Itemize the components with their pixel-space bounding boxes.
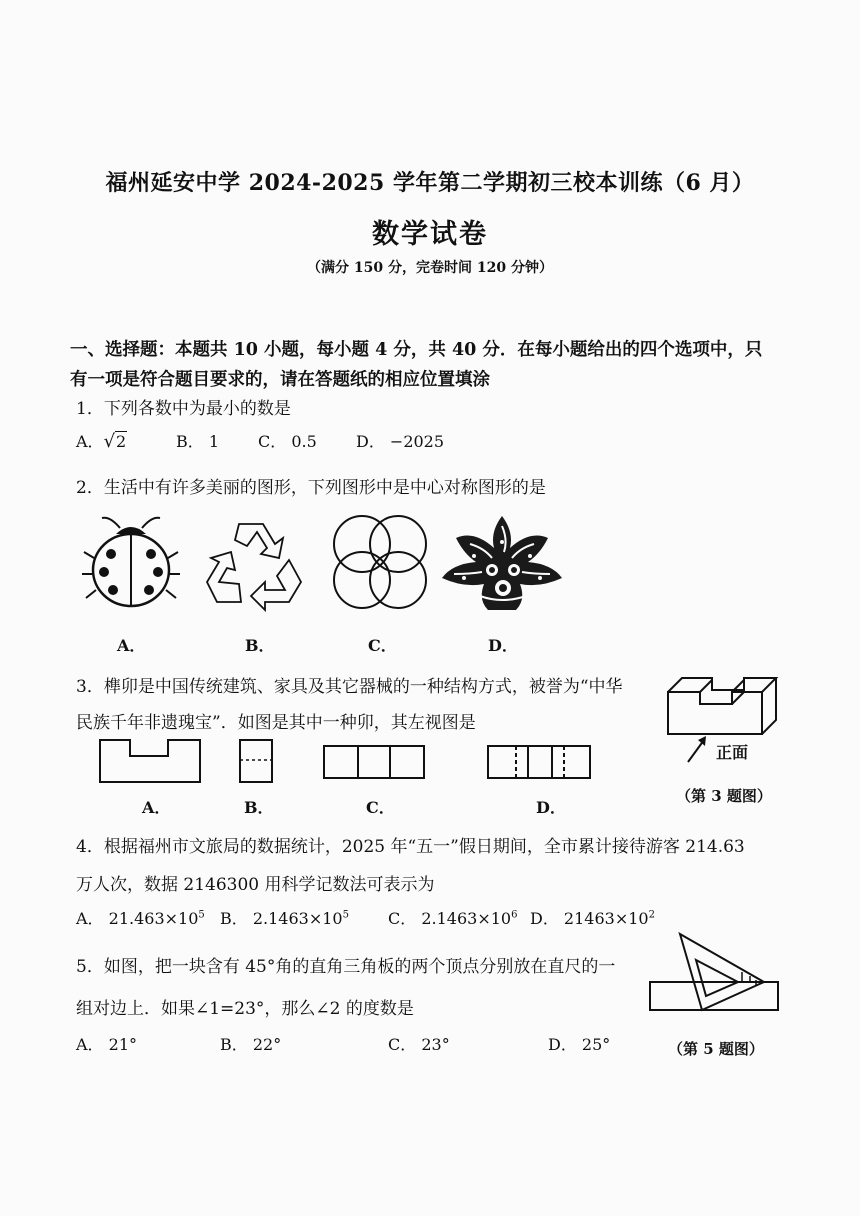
q4-line2: 万人次，数据 2146300 用科学记数法可表示为 [76, 875, 435, 895]
q1-option-a [76, 429, 127, 452]
q1-option-a-label: A． [76, 432, 104, 451]
q2-stem: 2．生活中有许多美丽的图形，下列图形中是中心对称图形的是 [76, 478, 546, 498]
q1-option-a-radicand: 2 [116, 432, 127, 451]
flower-ornament-figure [440, 512, 564, 612]
q4-option-a [76, 906, 205, 929]
set-square-ruler-figure [646, 930, 782, 1014]
q4-option-b-exp: 5 [342, 909, 349, 921]
sqrt-sign: √ [103, 431, 116, 452]
q5-option-b: B． 22° [220, 1035, 282, 1054]
q2-label-a: A． [117, 636, 146, 655]
q4-option-c-text: C． 2.1463×10 [388, 909, 512, 928]
q4-option-d [530, 906, 655, 929]
q3-option-c-figure [322, 744, 426, 780]
q3-option-d-figure [486, 744, 592, 780]
front-arrow [686, 734, 710, 764]
q2-label-c: C． [368, 636, 397, 655]
q3-label-a: A． [142, 798, 171, 817]
q5-option-d: D． 25° [548, 1035, 611, 1054]
q4-option-d-text: D． 21463×10 [530, 909, 649, 928]
q3-label-b: B． [244, 798, 274, 817]
q4-option-b-text: B． 2.1463×10 [220, 909, 343, 928]
q3-option-b-figure [238, 738, 274, 784]
q3-figure-caption: （第 3 题图） [676, 787, 772, 805]
q4-option-c [388, 906, 517, 929]
q2-label-d: D． [488, 636, 518, 655]
q3-line2: 民族千年非遗瑰宝”．如图是其中一种卯，其左视图是 [76, 713, 476, 733]
q4-option-b [220, 906, 349, 929]
q3-label-c: C． [366, 798, 395, 817]
q1-option-b: B． 1 [176, 432, 220, 451]
q4-option-c-exp: 6 [511, 909, 518, 921]
exam-subject: 数学试卷 [372, 219, 488, 250]
q4-option-a-exp: 5 [198, 909, 205, 921]
recycle-figure [205, 516, 305, 608]
q3-label-d: D． [536, 798, 566, 817]
section-instructions-line2: 有一项是符合题目要求的，请在答题纸的相应位置填涂 [70, 370, 490, 390]
exam-note: （满分 150 分，完卷时间 120 分钟） [307, 260, 553, 276]
q5-line2: 组对边上．如果∠1=23°，那么∠2 的度数是 [76, 999, 414, 1019]
q1-option-d: D． −2025 [356, 432, 445, 451]
q3-line1: 3．榫卯是中国传统建筑、家具及其它器械的一种结构方式，被誉为“中华 [76, 677, 623, 697]
q5-option-a: A． 21° [76, 1035, 138, 1054]
q2-label-b: B． [245, 636, 275, 655]
exam-title: 福州延安中学 2024-2025 学年第二学期初三校本训练（6 月） [105, 170, 755, 196]
q4-line1: 4．根据福州市文旅局的数据统计，2025 年“五一”假日期间，全市累计接待游客 214.63 [76, 837, 745, 857]
q4-option-d-exp: 2 [648, 909, 655, 921]
section-instructions-line1: 一、选择题：本题共 10 小题，每小题 4 分，共 40 分．在每小题给出的四个选项中，只 [70, 340, 763, 360]
q1-stem: 1．下列各数中为最小的数是 [76, 399, 291, 419]
q4-option-a-text: A． 21.463×10 [76, 909, 199, 928]
q5-figure-caption: （第 5 题图） [668, 1040, 764, 1058]
q5-option-c: C． 23° [388, 1035, 450, 1054]
front-view-label: 正面 [716, 743, 749, 762]
four-circles-figure [332, 514, 428, 610]
ladybug-figure [80, 512, 190, 612]
q3-option-a-figure [98, 738, 202, 784]
q5-line1: 5．如图，把一块含有 45°角的直角三角板的两个顶点分别放在直尺的一 [76, 957, 616, 977]
q1-option-c: C． 0.5 [258, 432, 317, 451]
mortise-3d-figure [664, 670, 780, 738]
